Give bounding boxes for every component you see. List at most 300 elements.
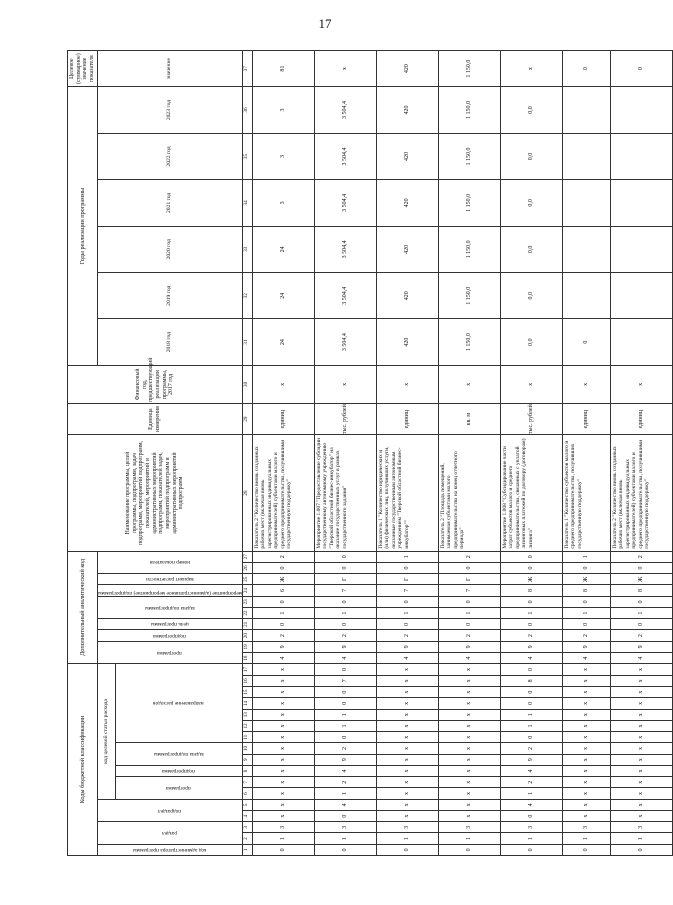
code-cell: 0 — [562, 619, 610, 630]
year-value-cell — [562, 273, 610, 319]
code-cell: 9 — [500, 641, 562, 652]
code-cell: х — [376, 810, 438, 821]
code-cell: 0 — [314, 698, 376, 709]
column-number: 16 — [242, 675, 252, 686]
code-cell: 3 — [610, 822, 672, 833]
code-cell: 0 — [500, 732, 562, 743]
a-meropriyatie-header: мероприятие (административное мероприятие) подпрограммы — [97, 585, 242, 596]
column-number: 8 — [242, 765, 252, 776]
column-number: 4 — [242, 810, 252, 821]
code-cell: х — [438, 743, 500, 754]
column-number: 17 — [242, 664, 252, 675]
code-cell: 2 — [314, 777, 376, 788]
code-cell: х — [252, 799, 314, 810]
column-number: 21 — [242, 619, 252, 630]
table-row — [376, 51, 438, 856]
code-cell: 1 — [252, 607, 314, 618]
name-cell: Показатель 2 "Количество вновь созданных рабочих мест (включая вновь зарегистрированных индивидуальных предпринимателей) субъектами малого и среднего предпринимательства, получившими государственную поддержку" — [252, 435, 314, 551]
year-value-cell: 1 150,0 — [438, 226, 500, 272]
year-value-cell — [610, 180, 672, 226]
code-cell: 0 — [376, 596, 438, 607]
code-cell: 1 — [438, 607, 500, 618]
column-numbers-row — [242, 51, 252, 856]
code-cell: х — [376, 799, 438, 810]
code-cell: 3 — [500, 822, 562, 833]
code-cell: х — [610, 743, 672, 754]
year-value-cell: 24 — [252, 319, 314, 365]
code-cell: 0 — [500, 687, 562, 698]
unit-cell: единиц — [610, 403, 672, 435]
year-value-cell: 3 504,4 — [314, 319, 376, 365]
code-cell: Г — [376, 574, 438, 585]
year-value-cell: 3 — [252, 180, 314, 226]
code-cell: 2 — [376, 630, 438, 641]
code-cell: х — [562, 675, 610, 686]
year-value-cell — [562, 180, 610, 226]
year-value-cell: 1 150,0 — [438, 180, 500, 226]
fin-year-cell: х — [500, 365, 562, 403]
code-cell: х — [252, 664, 314, 675]
code-cell: 9 — [438, 641, 500, 652]
year-value-cell: 3 504,4 — [314, 226, 376, 272]
code-cell: х — [438, 754, 500, 765]
code-cell: 9 — [252, 641, 314, 652]
code-cell: х — [252, 777, 314, 788]
a-podprogramma-header: подпрограмма — [97, 630, 242, 641]
code-cell: 0 — [500, 664, 562, 675]
zadacha-header: задача подпрограммы — [115, 743, 242, 766]
code-cell: 7 — [376, 585, 438, 596]
year-value-cell — [610, 273, 672, 319]
code-cell: 0 — [314, 810, 376, 821]
code-cell: 1 — [252, 833, 314, 844]
code-cell: Ж — [252, 574, 314, 585]
code-cell: х — [562, 743, 610, 754]
razdel-header: раздел — [97, 822, 242, 845]
column-number: 32 — [242, 273, 252, 319]
column-number: 18 — [242, 653, 252, 664]
target-header: Целевое (суммарное) значение показателя — [68, 51, 98, 87]
code-cell: 7 — [438, 585, 500, 596]
code-cell: 8 — [500, 585, 562, 596]
unit-cell: кв. м — [438, 403, 500, 435]
code-cell: х — [376, 720, 438, 731]
year-value-cell — [610, 226, 672, 272]
code-cell: 1 — [314, 833, 376, 844]
code-cell: 4 — [376, 653, 438, 664]
column-number: 30 — [242, 365, 252, 403]
unit-cell: единиц — [252, 403, 314, 435]
code-cell: 2 — [252, 551, 314, 562]
code-cell: 0 — [610, 596, 672, 607]
table-row — [252, 51, 314, 856]
year-value-cell: 420 — [376, 180, 438, 226]
code-cell: 1 — [376, 833, 438, 844]
year-2022-header: 2022 год — [97, 133, 242, 179]
code-cell: 1 — [376, 607, 438, 618]
a-zadacha-header: задача подпрограммы — [97, 596, 242, 619]
code-cell: 4 — [314, 653, 376, 664]
target-value-cell: х — [500, 51, 562, 87]
code-cell: 4 — [252, 653, 314, 664]
code-cell: 4 — [314, 765, 376, 776]
code-cell: 1 — [610, 607, 672, 618]
code-cell: 7 — [314, 675, 376, 686]
code-cell: 1 — [500, 833, 562, 844]
code-cell: 0 — [376, 844, 438, 855]
unit-cell: единиц — [376, 403, 438, 435]
code-cell: 0 — [252, 562, 314, 573]
code-cell: 1 — [500, 788, 562, 799]
unit-cell: единиц — [562, 403, 610, 435]
code-cell: 0 — [438, 596, 500, 607]
column-number: 5 — [242, 799, 252, 810]
code-cell: 0 — [314, 562, 376, 573]
column-number: 33 — [242, 226, 252, 272]
table-row — [610, 51, 672, 856]
code-cell: х — [438, 720, 500, 731]
code-cell: 8 — [562, 585, 610, 596]
podprogramma-header: подпрограмма — [115, 765, 242, 776]
code-cell: 0 — [562, 596, 610, 607]
code-cell: Г — [314, 574, 376, 585]
code-cell: х — [376, 788, 438, 799]
target-value-header: значение — [97, 51, 242, 87]
code-cell: 0 — [562, 844, 610, 855]
code-cell: х — [438, 799, 500, 810]
year-value-cell — [562, 87, 610, 133]
code-cell: х — [610, 765, 672, 776]
fin-year-cell: х — [252, 365, 314, 403]
code-cell: 0 — [438, 619, 500, 630]
code-cell: 0 — [314, 844, 376, 855]
column-number: 27 — [242, 551, 252, 562]
column-number: 23 — [242, 596, 252, 607]
code-cell: х — [562, 810, 610, 821]
page-number: 17 — [318, 16, 332, 31]
unit-cell: тыс. рублей — [500, 403, 562, 435]
code-cell: 0 — [376, 619, 438, 630]
code-cell: 3 — [562, 822, 610, 833]
code-cell: х — [562, 687, 610, 698]
year-value-cell: 1 150,0 — [438, 273, 500, 319]
name-cell: Мероприятие 1.007 "Предоставление субсидии государственному автономному учреждению "Тверской областной бизнес-инкубатор" на оказание государственных услуг в рамках государственного задания" — [314, 435, 376, 551]
programma-header: программа — [115, 777, 242, 800]
code-cell: х — [562, 754, 610, 765]
year-value-cell: 1 150,0 — [438, 133, 500, 179]
year-value-cell — [610, 87, 672, 133]
code-cell: Г — [438, 574, 500, 585]
code-cell: 9 — [562, 641, 610, 652]
code-cell: х — [252, 754, 314, 765]
target-value-cell: 1 150,0 — [438, 51, 500, 87]
fin-year-cell: х — [314, 365, 376, 403]
column-number: 31 — [242, 319, 252, 365]
code-cell: х — [610, 754, 672, 765]
code-cell: х — [562, 732, 610, 743]
code-cell: 0 — [376, 562, 438, 573]
code-cell: 1 — [562, 833, 610, 844]
target-value-cell: 420 — [376, 51, 438, 87]
code-cell: 1 — [438, 833, 500, 844]
code-cell: 0 — [314, 596, 376, 607]
year-value-cell: 420 — [376, 87, 438, 133]
code-cell: х — [252, 732, 314, 743]
unit-cell: тыс. рублей — [314, 403, 376, 435]
code-cell: 1 — [562, 607, 610, 618]
code-cell: 0 — [562, 562, 610, 573]
fin-year-header: Финансовый год, предшествующий реализации программы, 2017 год — [68, 365, 243, 403]
code-cell: х — [252, 675, 314, 686]
code-cell: 9 — [610, 641, 672, 652]
column-number: 15 — [242, 687, 252, 698]
name-cell: Показатель 2 "Количество вновь созданных рабочих мест (включая вновь зарегистрированных индивидуальных предпринимателей) субъектами малого и среднего предпринимательства, получившими государственную поддержку" — [610, 435, 672, 551]
table-body — [252, 51, 672, 856]
code-cell: х — [610, 799, 672, 810]
code-cell: 2 — [500, 630, 562, 641]
code-cell: 9 — [376, 641, 438, 652]
code-cell: х — [252, 743, 314, 754]
code-cell: 0 — [500, 551, 562, 562]
code-cell: 9 — [314, 641, 376, 652]
year-value-cell — [610, 319, 672, 365]
code-cell: 2 — [610, 630, 672, 641]
code-cell: 0 — [314, 664, 376, 675]
code-cell: х — [610, 687, 672, 698]
code-cell: х — [438, 810, 500, 821]
code-cell: х — [438, 664, 500, 675]
code-cell: х — [438, 765, 500, 776]
code-cell: 0 — [500, 698, 562, 709]
code-cell: Ж — [610, 574, 672, 585]
year-value-cell: 0,0 — [500, 226, 562, 272]
podrazdel-header: подраздел — [97, 799, 242, 822]
column-number: 20 — [242, 630, 252, 641]
year-value-cell: 3 504,4 — [314, 273, 376, 319]
column-number: 34 — [242, 180, 252, 226]
unit-header: Единица измерения — [68, 403, 243, 435]
column-number: 1 — [242, 844, 252, 855]
code-cell: 4 — [500, 653, 562, 664]
code-cell: х — [610, 777, 672, 788]
column-number: 24 — [242, 585, 252, 596]
code-cell: х — [562, 698, 610, 709]
name-cell: Показатель 1 "Количество субъектов малого и среднего предпринимательства, получивших государственную поддержку" — [562, 435, 610, 551]
target-value-cell: 0 — [610, 51, 672, 87]
year-2023-header: 2023 год — [97, 87, 242, 133]
year-value-cell: 420 — [376, 133, 438, 179]
year-value-cell: 1 150,0 — [438, 319, 500, 365]
code-cell: 2 — [438, 630, 500, 641]
code-cell: х — [252, 720, 314, 731]
code-cell: 0 — [252, 619, 314, 630]
code-cell: 0 — [314, 732, 376, 743]
code-cell: 1 — [376, 551, 438, 562]
year-value-cell — [562, 226, 610, 272]
column-number: 35 — [242, 133, 252, 179]
analytic-code-header: Дополнительный аналитический код — [68, 551, 98, 664]
target-value-cell: 81 — [252, 51, 314, 87]
year-value-cell: 0,0 — [500, 180, 562, 226]
code-cell: х — [562, 777, 610, 788]
code-cell: 0 — [252, 596, 314, 607]
code-cell: 4 — [500, 799, 562, 810]
code-cell: 8 — [500, 675, 562, 686]
code-cell: 4 — [438, 653, 500, 664]
code-cell: х — [376, 743, 438, 754]
name-cell: Показатель 1 "Количество юридических и (или) физических лиц, получивших услуги, оказанные государственным автономным учреждением "Тверской областной бизнес-инкубатор"" — [376, 435, 438, 551]
code-cell: х — [252, 687, 314, 698]
code-cell: 0 — [610, 619, 672, 630]
code-cell: 2 — [314, 743, 376, 754]
code-cell: 4 — [610, 653, 672, 664]
table-row — [562, 51, 610, 856]
year-value-cell: 3 504,4 — [314, 180, 376, 226]
code-cell: 1 — [562, 551, 610, 562]
code-cell: х — [610, 810, 672, 821]
column-number: 9 — [242, 754, 252, 765]
code-cell: х — [376, 687, 438, 698]
code-cell: 3 — [252, 822, 314, 833]
code-cell: 2 — [610, 551, 672, 562]
code-cell: 0 — [500, 844, 562, 855]
column-number: 14 — [242, 698, 252, 709]
code-cell: 2 — [314, 630, 376, 641]
code-cell: 7 — [314, 585, 376, 596]
napravlenie-header: направление расходов — [115, 664, 242, 743]
code-cell: 0 — [500, 596, 562, 607]
year-value-cell: 24 — [252, 226, 314, 272]
column-number: 19 — [242, 641, 252, 652]
fin-year-cell: х — [376, 365, 438, 403]
year-2020-header: 2020 год — [97, 226, 242, 272]
code-cell: х — [438, 732, 500, 743]
code-cell: 0 — [610, 562, 672, 573]
year-value-cell: 420 — [376, 319, 438, 365]
code-cell: х — [438, 777, 500, 788]
code-cell: х — [252, 810, 314, 821]
column-number: 25 — [242, 574, 252, 585]
fin-year-cell: х — [438, 365, 500, 403]
code-cell: 1 — [314, 607, 376, 618]
code-cell: х — [610, 664, 672, 675]
code-cell: 1 — [500, 709, 562, 720]
year-value-cell: 24 — [252, 273, 314, 319]
code-cell: х — [376, 675, 438, 686]
code-cell: х — [610, 720, 672, 731]
code-cell: х — [438, 687, 500, 698]
year-value-cell: 0,0 — [500, 133, 562, 179]
code-cell: х — [376, 698, 438, 709]
code-cell: х — [438, 709, 500, 720]
code-cell: 1 — [500, 607, 562, 618]
table-row — [500, 51, 562, 856]
rotated-table-container — [67, 50, 651, 856]
code-cell: 0 — [314, 551, 376, 562]
budget-codes-header: Коды бюджетной классификации — [68, 664, 98, 856]
fin-year-cell: х — [562, 365, 610, 403]
code-cell: х — [610, 709, 672, 720]
code-cell: х — [562, 788, 610, 799]
name-header: Наименование программы, целей программы, подпрограмм, задач подпрограмм, мероприятий подпрограмм, показателей, мероприятий и административных мероприятий подпрограмм, показателей задач, мероприятий подпрограмм и административных мероприятий подпрограмм — [68, 435, 243, 551]
code-cell: х — [610, 732, 672, 743]
table-row — [438, 51, 500, 856]
year-value-cell: 420 — [376, 226, 438, 272]
code-cell: 3 — [438, 822, 500, 833]
column-number: 2 — [242, 833, 252, 844]
code-cell: х — [438, 788, 500, 799]
years-header: Годы реализации программы — [68, 87, 98, 366]
a-cel-header: цель программы — [97, 619, 242, 630]
code-cell: Ж — [500, 574, 562, 585]
code-cell: х — [438, 675, 500, 686]
program-indicators-table — [67, 50, 673, 856]
target-value-cell: х — [314, 51, 376, 87]
code-cell: 0 — [500, 810, 562, 821]
column-number: 36 — [242, 87, 252, 133]
code-cell: 2 — [500, 777, 562, 788]
code-cell: 8 — [610, 585, 672, 596]
year-2021-header: 2021 год — [97, 180, 242, 226]
name-cell: Мероприятие 1.008 "Субсидирование части затрат субъектов малого и среднего предпринимательства, связанных с уплатой лизинговых платежей по договору (договорам) лизинга" — [500, 435, 562, 551]
code-cell: х — [562, 765, 610, 776]
target-value-cell: 0 — [562, 51, 610, 87]
column-number: 11 — [242, 732, 252, 743]
code-cell: Ж — [562, 574, 610, 585]
code-cell: 3 — [376, 822, 438, 833]
admin-code-header: код администратора программы — [97, 844, 242, 855]
code-cell: 1 — [610, 833, 672, 844]
code-cell: 0 — [500, 619, 562, 630]
column-number: 28 — [242, 435, 252, 551]
code-cell: х — [376, 709, 438, 720]
year-value-cell: 0,0 — [500, 319, 562, 365]
code-cell: х — [252, 765, 314, 776]
code-cell: х — [610, 675, 672, 686]
code-cell: 9 — [500, 754, 562, 765]
fin-year-cell: х — [610, 365, 672, 403]
year-value-cell: 420 — [376, 273, 438, 319]
year-value-cell: 3 — [252, 133, 314, 179]
year-value-cell: 0,0 — [500, 273, 562, 319]
code-cell: 4 — [500, 765, 562, 776]
code-cell: 2 — [252, 630, 314, 641]
target-article-header: код целевой статьи расхода — [97, 664, 115, 799]
year-value-cell: 1 150,0 — [438, 87, 500, 133]
code-cell: 3 — [314, 822, 376, 833]
code-cell: 4 — [314, 799, 376, 810]
a-nomer-header: номер показателя — [97, 551, 242, 574]
year-2019-header: 2019 год — [97, 273, 242, 319]
code-cell: х — [252, 698, 314, 709]
column-number: 26 — [242, 562, 252, 573]
code-cell: х — [562, 720, 610, 731]
code-cell: х — [562, 709, 610, 720]
code-cell: 2 — [562, 630, 610, 641]
year-value-cell — [562, 133, 610, 179]
code-cell: 0 — [314, 619, 376, 630]
a-programma-header: программа — [97, 641, 242, 664]
code-cell: 0 — [252, 844, 314, 855]
table-row — [314, 51, 376, 856]
year-value-cell: 0 — [562, 319, 610, 365]
code-cell: х — [438, 698, 500, 709]
column-number: 7 — [242, 777, 252, 788]
code-cell: 0 — [438, 562, 500, 573]
code-cell: 1 — [314, 788, 376, 799]
code-cell: х — [610, 788, 672, 799]
code-cell: х — [376, 765, 438, 776]
